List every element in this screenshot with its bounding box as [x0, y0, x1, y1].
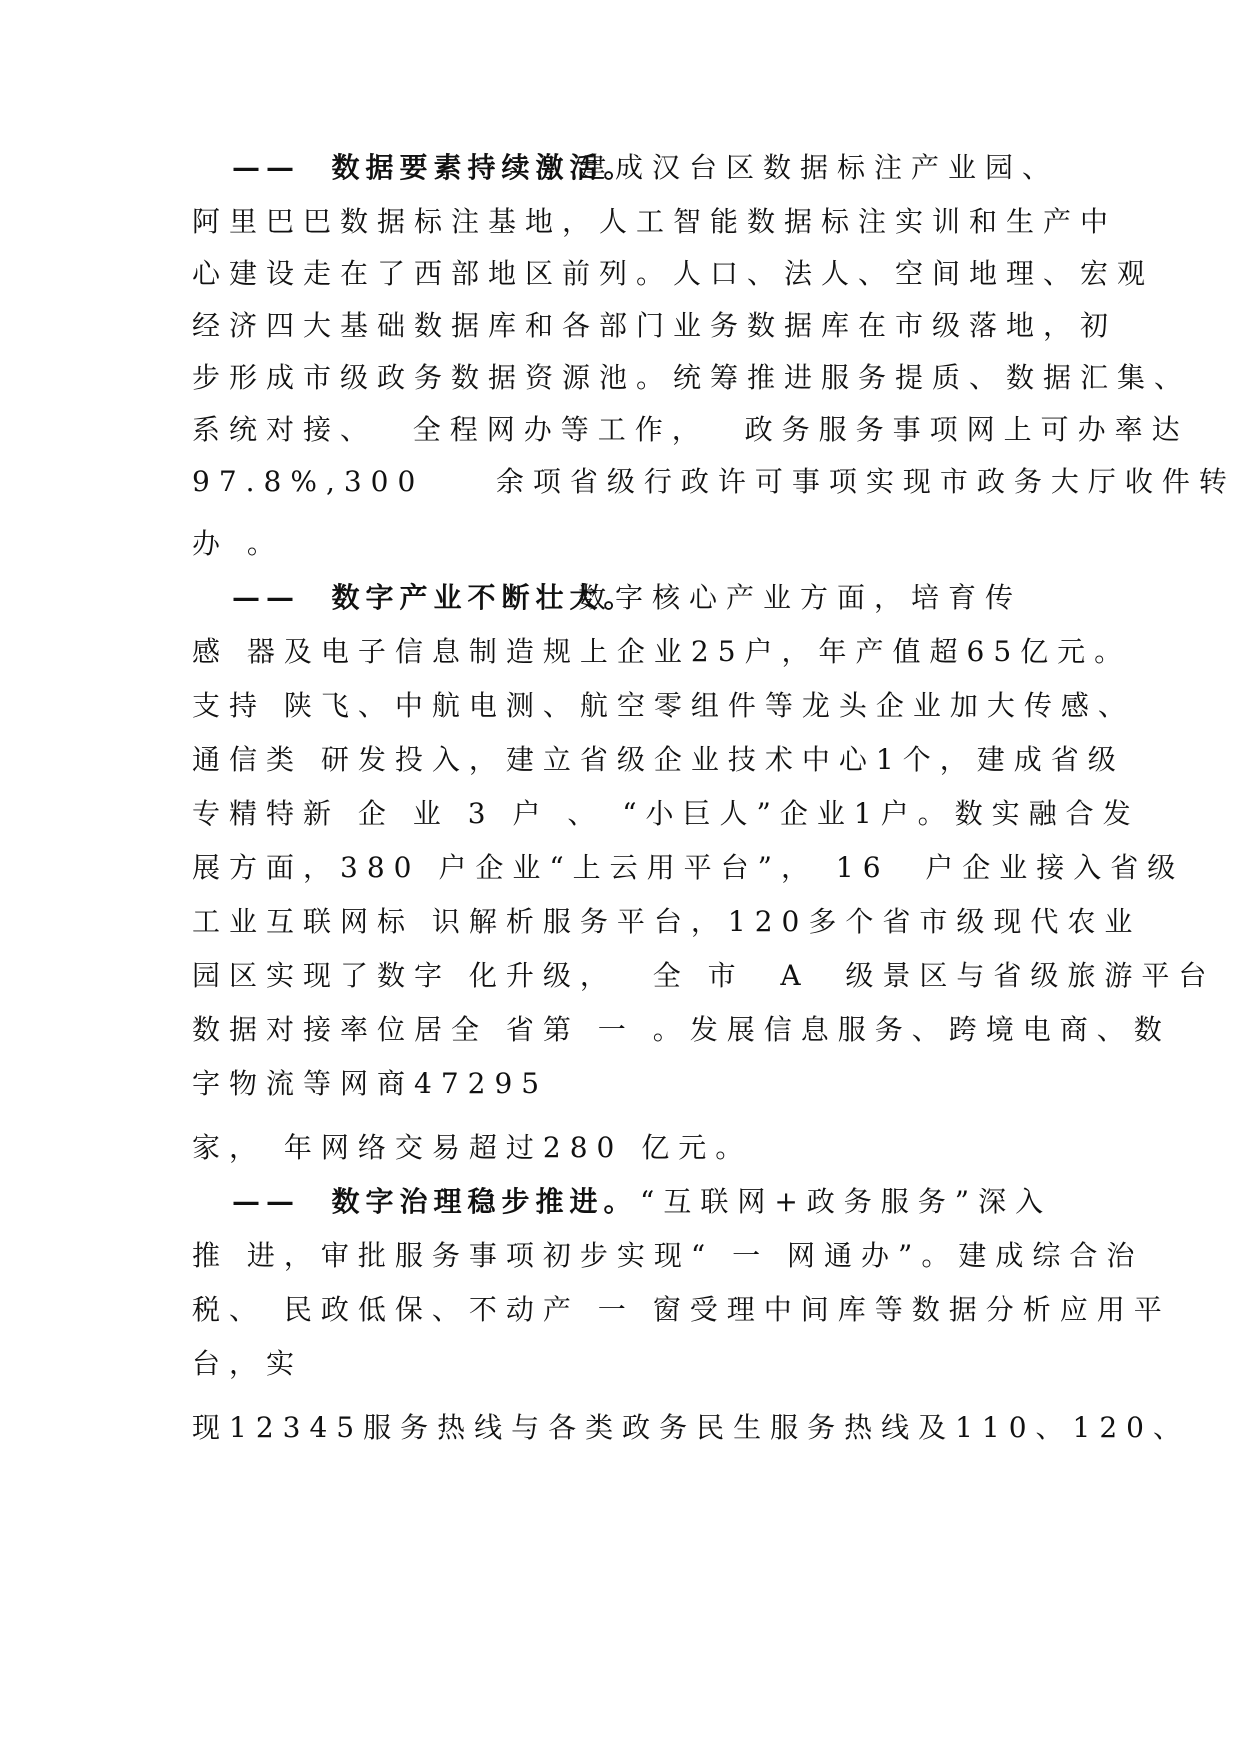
- paragraph-line: 步形成市级政务数据资源池。统筹推进服务提质、数据汇集、: [192, 361, 1192, 394]
- paragraph-line: 心建设走在了西部地区前列。人口、法人、空间地理、宏观: [192, 257, 1155, 290]
- paragraph-heading: —— 数字产业不断壮大。: [232, 581, 638, 614]
- paragraph-line: 家， 年网络交易超过280 亿元。: [192, 1131, 753, 1164]
- paragraph-line: 台，实: [192, 1347, 304, 1380]
- paragraph-line: 经济四大基础数据库和各部门业务数据库在市级落地，初: [192, 309, 1118, 342]
- paragraph-line: 工业互联网标 识解析服务平台，120多个省市级现代农业: [192, 905, 1142, 938]
- paragraph-line: 现12345服务热线与各类政务民生服务热线及110、120、: [192, 1411, 1190, 1444]
- paragraph-line: 专精特新 企 业 3 户 、 “小巨人”企业1户。数实融合发: [192, 797, 1140, 830]
- paragraph-line: 通信类 研发投入，建立省级企业技术中心1个，建成省级: [192, 743, 1125, 776]
- paragraph-line: “互联网+政务服务”深入: [640, 1185, 1053, 1218]
- paragraph-line: 园区实现了数字 化升级， 全 市 A 级景区与省级旅游平台: [192, 959, 1216, 992]
- paragraph-line: 展方面，380 户企业“上云用平台”， 16 户企业接入省级: [192, 851, 1185, 884]
- paragraph-line: 感 器及电子信息制造规上企业25户，年产值超65亿元。: [192, 635, 1132, 668]
- paragraph-line: 97.8%,300 余项省级行政许可事项实现市政务大厅收件转: [192, 465, 1236, 498]
- paragraph-line: 建成汉台区数据标注产业园、: [578, 151, 1060, 184]
- paragraph-line: 阿里巴巴数据标注基地，人工智能数据标注实训和生产中: [192, 205, 1118, 238]
- paragraph-line: 系统对接、 全程网办等工作， 政务服务事项网上可办率达: [192, 413, 1189, 446]
- paragraph-line: 办 。: [192, 527, 284, 560]
- paragraph-line: 字物流等网商47295: [192, 1067, 549, 1100]
- paragraph-line: 支持 陕飞、中航电测、航空零组件等龙头企业加大传感、: [192, 689, 1135, 722]
- paragraph-heading: —— 数字治理稳步推进。: [232, 1185, 638, 1218]
- paragraph-line: 税、 民政低保、不动产 一 窗受理中间库等数据分析应用平: [192, 1293, 1171, 1326]
- paragraph-line: 数字核心产业方面，培育传: [578, 581, 1023, 614]
- paragraph-heading: —— 数据要素持续激活。: [232, 151, 638, 184]
- paragraph-line: 数据对接率位居全 省第 一 。发展信息服务、跨境电商、数: [192, 1013, 1171, 1046]
- paragraph-line: 推 进，审批服务事项初步实现“ 一 网通办”。建成综合治: [192, 1239, 1144, 1272]
